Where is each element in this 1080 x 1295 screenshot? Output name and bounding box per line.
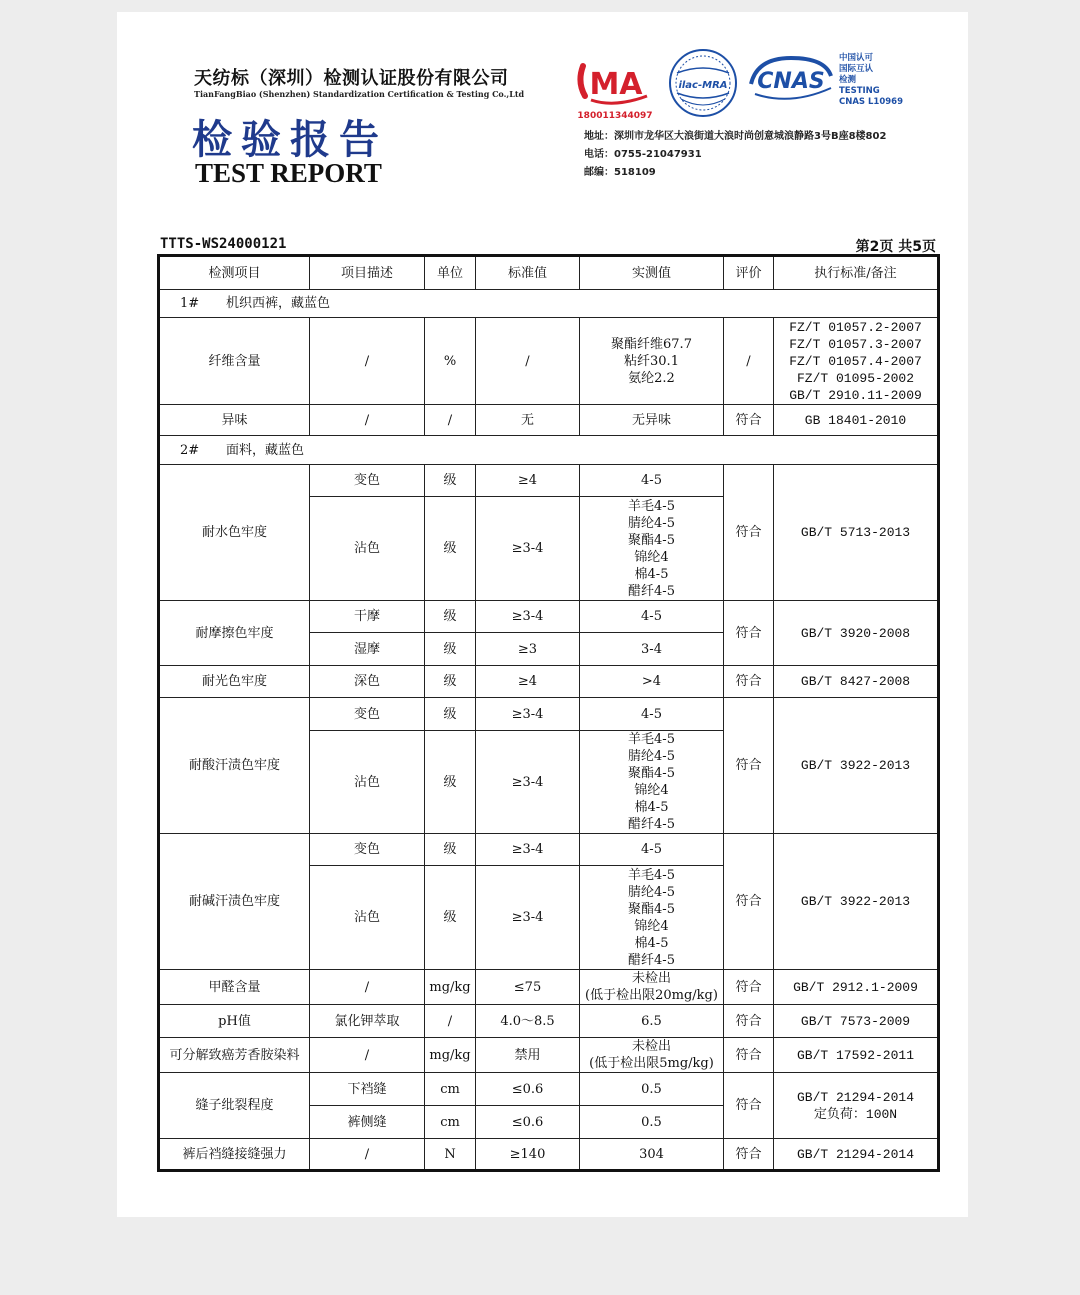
- table-row: [159, 601, 939, 633]
- column-header: 单位: [425, 256, 476, 290]
- cell-unit: %: [425, 318, 476, 405]
- cell-result: 未检出 (低于检出限20mg/kg): [580, 970, 724, 1005]
- cnas-line: TESTING: [839, 86, 880, 96]
- cell-result: >4: [580, 666, 724, 698]
- cell-result: 0.5: [580, 1073, 724, 1106]
- cell-result: 无异味: [580, 405, 724, 436]
- cell-unit: 级: [425, 866, 476, 970]
- cell-std: ≥3-4: [476, 698, 580, 731]
- table-row: [159, 465, 939, 497]
- cell-result: 4-5: [580, 834, 724, 866]
- section-number: 1#: [180, 296, 200, 311]
- cell-std: ≤0.6: [476, 1073, 580, 1106]
- cell-std: ≥140: [476, 1139, 580, 1171]
- cell-item: 耐酸汗渍色牢度: [159, 698, 310, 834]
- cell-unit: 级: [425, 497, 476, 601]
- cell-unit: cm: [425, 1106, 476, 1139]
- cell-result: 4-5: [580, 698, 724, 731]
- cell-desc: 干摩: [310, 601, 425, 633]
- cell-result: 4-5: [580, 601, 724, 633]
- cell-item: 异味: [159, 405, 310, 436]
- cell-unit: mg/kg: [425, 970, 476, 1005]
- cell-unit: mg/kg: [425, 1038, 476, 1073]
- report-page: [117, 12, 968, 1217]
- table-row: [159, 834, 939, 866]
- cell-item: 缝子纰裂程度: [159, 1073, 310, 1139]
- cell-std: ≥4: [476, 666, 580, 698]
- column-header: 评价: [724, 256, 774, 290]
- cell-eval: 符合: [724, 465, 774, 601]
- cell-desc: 湿摩: [310, 633, 425, 666]
- cell-eval: 符合: [724, 1073, 774, 1139]
- report-title-cn: 检验报告: [192, 117, 388, 163]
- section-label: 机织西裤，藏蓝色: [226, 296, 331, 311]
- cell-unit: 级: [425, 633, 476, 666]
- cell-unit: /: [425, 405, 476, 436]
- cell-std: /: [476, 318, 580, 405]
- cell-std: ≤75: [476, 970, 580, 1005]
- cell-std: ≥3-4: [476, 497, 580, 601]
- cell-desc: 变色: [310, 698, 425, 731]
- ilac-text: ilac-MRA: [678, 80, 728, 91]
- cell-desc: /: [310, 1139, 425, 1171]
- cnas-logo: [747, 54, 835, 104]
- cell-eval: 符合: [724, 1038, 774, 1073]
- table-header-row: [159, 256, 939, 290]
- cell-std: ≥3-4: [476, 834, 580, 866]
- cell-desc: 变色: [310, 465, 425, 497]
- ilac-mra-logo: [667, 47, 739, 119]
- column-header: 检测项目: [159, 256, 310, 290]
- cell-unit: /: [425, 1005, 476, 1038]
- cell-desc: /: [310, 970, 425, 1005]
- table-row: [159, 318, 939, 405]
- cell-eval: 符合: [724, 834, 774, 970]
- cell-unit: 级: [425, 601, 476, 633]
- table-row: [159, 1005, 939, 1038]
- cell-eval: /: [724, 318, 774, 405]
- contact-info: [584, 128, 886, 182]
- cell-note: GB/T 21294-2014 定负荷：100N: [774, 1073, 939, 1139]
- cell-result: 未检出 (低于检出限5mg/kg): [580, 1038, 724, 1073]
- cell-note: GB/T 17592-2011: [774, 1038, 939, 1073]
- cell-item: 耐碱汗渍色牢度: [159, 834, 310, 970]
- cell-std: ≤0.6: [476, 1106, 580, 1139]
- cnas-line: 检测: [839, 75, 857, 85]
- cell-result: 6.5: [580, 1005, 724, 1038]
- cma-text: MA: [589, 67, 643, 102]
- cell-std: ≥3: [476, 633, 580, 666]
- report-title-en: TEST REPORT: [195, 158, 382, 188]
- cell-note: GB/T 3922-2013: [774, 698, 939, 834]
- postcode: 邮编：518109: [584, 167, 656, 178]
- cell-std: 4.0～8.5: [476, 1005, 580, 1038]
- cell-std: 无: [476, 405, 580, 436]
- cell-desc: 下裆缝: [310, 1073, 425, 1106]
- cell-unit: 级: [425, 834, 476, 866]
- cell-desc: 沾色: [310, 866, 425, 970]
- column-header: 执行标准/备注: [774, 256, 939, 290]
- cell-note: GB/T 3922-2013: [774, 834, 939, 970]
- company-name-cn: 天纺标（深圳）检测认证股份有限公司: [194, 68, 509, 89]
- phone: 电话：0755-21047931: [584, 149, 702, 160]
- cell-std: 禁用: [476, 1038, 580, 1073]
- cell-desc: 变色: [310, 834, 425, 866]
- cell-desc: 沾色: [310, 497, 425, 601]
- cell-item: 耐光色牢度: [159, 666, 310, 698]
- cell-note: GB/T 8427-2008: [774, 666, 939, 698]
- cnas-line: 国际互认: [839, 64, 874, 74]
- cell-eval: 符合: [724, 970, 774, 1005]
- section-number: 2#: [180, 442, 200, 458]
- cell-item: 甲醛含量: [159, 970, 310, 1005]
- table-row: [159, 1073, 939, 1106]
- cnas-line: 中国认可: [839, 53, 874, 63]
- cell-item: 耐摩擦色牢度: [159, 601, 310, 666]
- cell-desc: 沾色: [310, 731, 425, 834]
- cell-note: GB/T 2912.1-2009: [774, 970, 939, 1005]
- cell-item: 耐水色牢度: [159, 465, 310, 601]
- cell-result: 聚酯纤维67.7 粘纤30.1 氨纶2.2: [580, 318, 724, 405]
- cell-eval: 符合: [724, 698, 774, 834]
- column-header: 标准值: [476, 256, 580, 290]
- cell-unit: 级: [425, 666, 476, 698]
- cell-note: GB 18401-2010: [774, 405, 939, 436]
- cell-unit: 级: [425, 698, 476, 731]
- cell-result: 羊毛4-5 腈纶4-5 聚酯4-5 锦纶4 棉4-5 醋纤4-5: [580, 731, 724, 834]
- cell-result: 羊毛4-5 腈纶4-5 聚酯4-5 锦纶4 棉4-5 醋纤4-5: [580, 497, 724, 601]
- section-label: 面料，藏蓝色: [226, 442, 305, 458]
- page-number: 第2页 共5页: [855, 239, 936, 255]
- cell-std: ≥3-4: [476, 731, 580, 834]
- cell-result: 304: [580, 1139, 724, 1171]
- cell-note: GB/T 5713-2013: [774, 465, 939, 601]
- cell-result: 羊毛4-5 腈纶4-5 聚酯4-5 锦纶4 棉4-5 醋纤4-5: [580, 866, 724, 970]
- cell-unit: 级: [425, 731, 476, 834]
- cell-std: ≥3-4: [476, 601, 580, 633]
- address: 地址：深圳市龙华区大浪街道大浪时尚创意城浪静路3号B座8楼802: [584, 131, 887, 142]
- cell-note: GB/T 21294-2014: [774, 1139, 939, 1171]
- section-cell: [159, 436, 939, 465]
- column-header: 实测值: [580, 256, 724, 290]
- column-header: 项目描述: [310, 256, 425, 290]
- cell-item: 裤后裆缝接缝强力: [159, 1139, 310, 1171]
- cell-unit: cm: [425, 1073, 476, 1106]
- company-name-en: TianFangBiao (Shenzhen) Standardization Certification & Testing Co.,Ltd: [194, 89, 525, 99]
- cell-std: ≥3-4: [476, 866, 580, 970]
- cell-note: FZ/T 01057.2-2007 FZ/T 01057.3-2007 FZ/T 01057.4-2007 FZ/T 01095-2002 GB/T 2910.11-2009: [774, 318, 939, 405]
- cell-note: GB/T 7573-2009: [774, 1005, 939, 1038]
- cell-desc: /: [310, 318, 425, 405]
- cnas-line: CNAS L10969: [839, 97, 903, 107]
- cell-eval: 符合: [724, 1139, 774, 1171]
- cell-unit: 级: [425, 465, 476, 497]
- cell-desc: /: [310, 405, 425, 436]
- cell-item: 纤维含量: [159, 318, 310, 405]
- table-row: [159, 666, 939, 698]
- cell-unit: N: [425, 1139, 476, 1171]
- cell-eval: 符合: [724, 405, 774, 436]
- cell-desc: 裤侧缝: [310, 1106, 425, 1139]
- cma-number: 180011344097: [577, 111, 653, 121]
- cell-desc: 深色: [310, 666, 425, 698]
- cell-result: 4-5: [580, 465, 724, 497]
- section-cell: [159, 290, 939, 318]
- cell-eval: 符合: [724, 601, 774, 666]
- table-row: [159, 405, 939, 436]
- cell-result: 3-4: [580, 633, 724, 666]
- results-table: [157, 254, 940, 1172]
- cell-desc: 氯化钾萃取: [310, 1005, 425, 1038]
- cell-item: 可分解致癌芳香胺染料: [159, 1038, 310, 1073]
- cell-result: 0.5: [580, 1106, 724, 1139]
- cnas-text: CNAS: [757, 69, 825, 94]
- cma-logo: [575, 56, 657, 122]
- table-row: [159, 1038, 939, 1073]
- table-row: [159, 1139, 939, 1171]
- report-number: TTTS-WS24000121: [160, 236, 287, 252]
- cell-note: GB/T 3920-2008: [774, 601, 939, 666]
- table-row: [159, 698, 939, 731]
- section-row: [159, 436, 939, 465]
- cell-desc: /: [310, 1038, 425, 1073]
- cell-std: ≥4: [476, 465, 580, 497]
- section-row: [159, 290, 939, 318]
- cell-eval: 符合: [724, 666, 774, 698]
- cell-eval: 符合: [724, 1005, 774, 1038]
- cell-item: pH值: [159, 1005, 310, 1038]
- table-row: [159, 970, 939, 1005]
- cnas-accreditation-text: [839, 53, 903, 108]
